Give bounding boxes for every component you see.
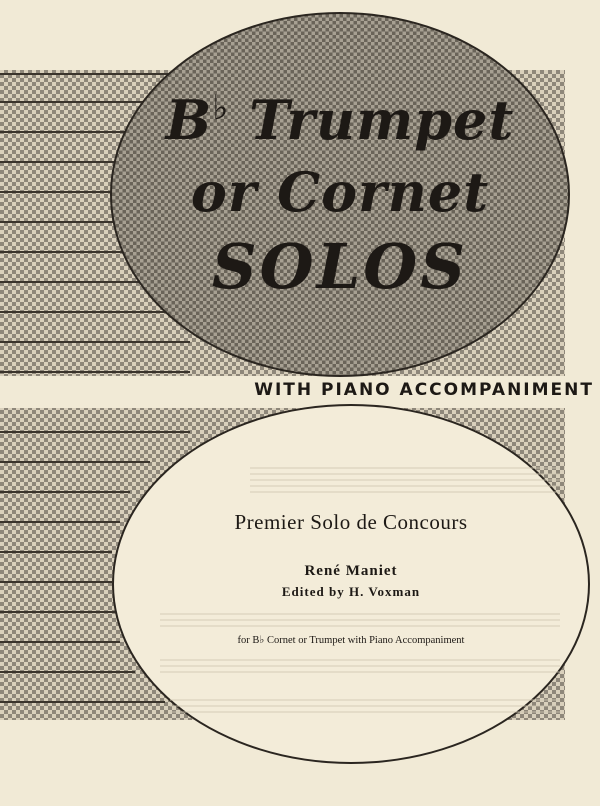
note-prefix: for B [237,635,260,646]
title-trumpet: Trumpet [229,88,515,152]
note-flat-symbol: ♭ [259,635,265,646]
title-b-letter: B [165,88,213,152]
flat-symbol: ♭ [212,88,230,128]
subtitle: WITH PIANO ACCOMPANIMENT [254,380,594,400]
title-line-2: or Cornet [190,160,490,224]
title-line-3: SOLOS [211,230,469,303]
note-rest: Cornet or Trumpet with Piano Accompaniment [264,635,465,646]
editor-credit: Edited by H. Voxman [281,584,421,599]
piece-title: Premier Solo de Concours [234,510,468,534]
instrumentation-note [112,634,590,646]
composer-name: René Maniet [304,563,398,579]
